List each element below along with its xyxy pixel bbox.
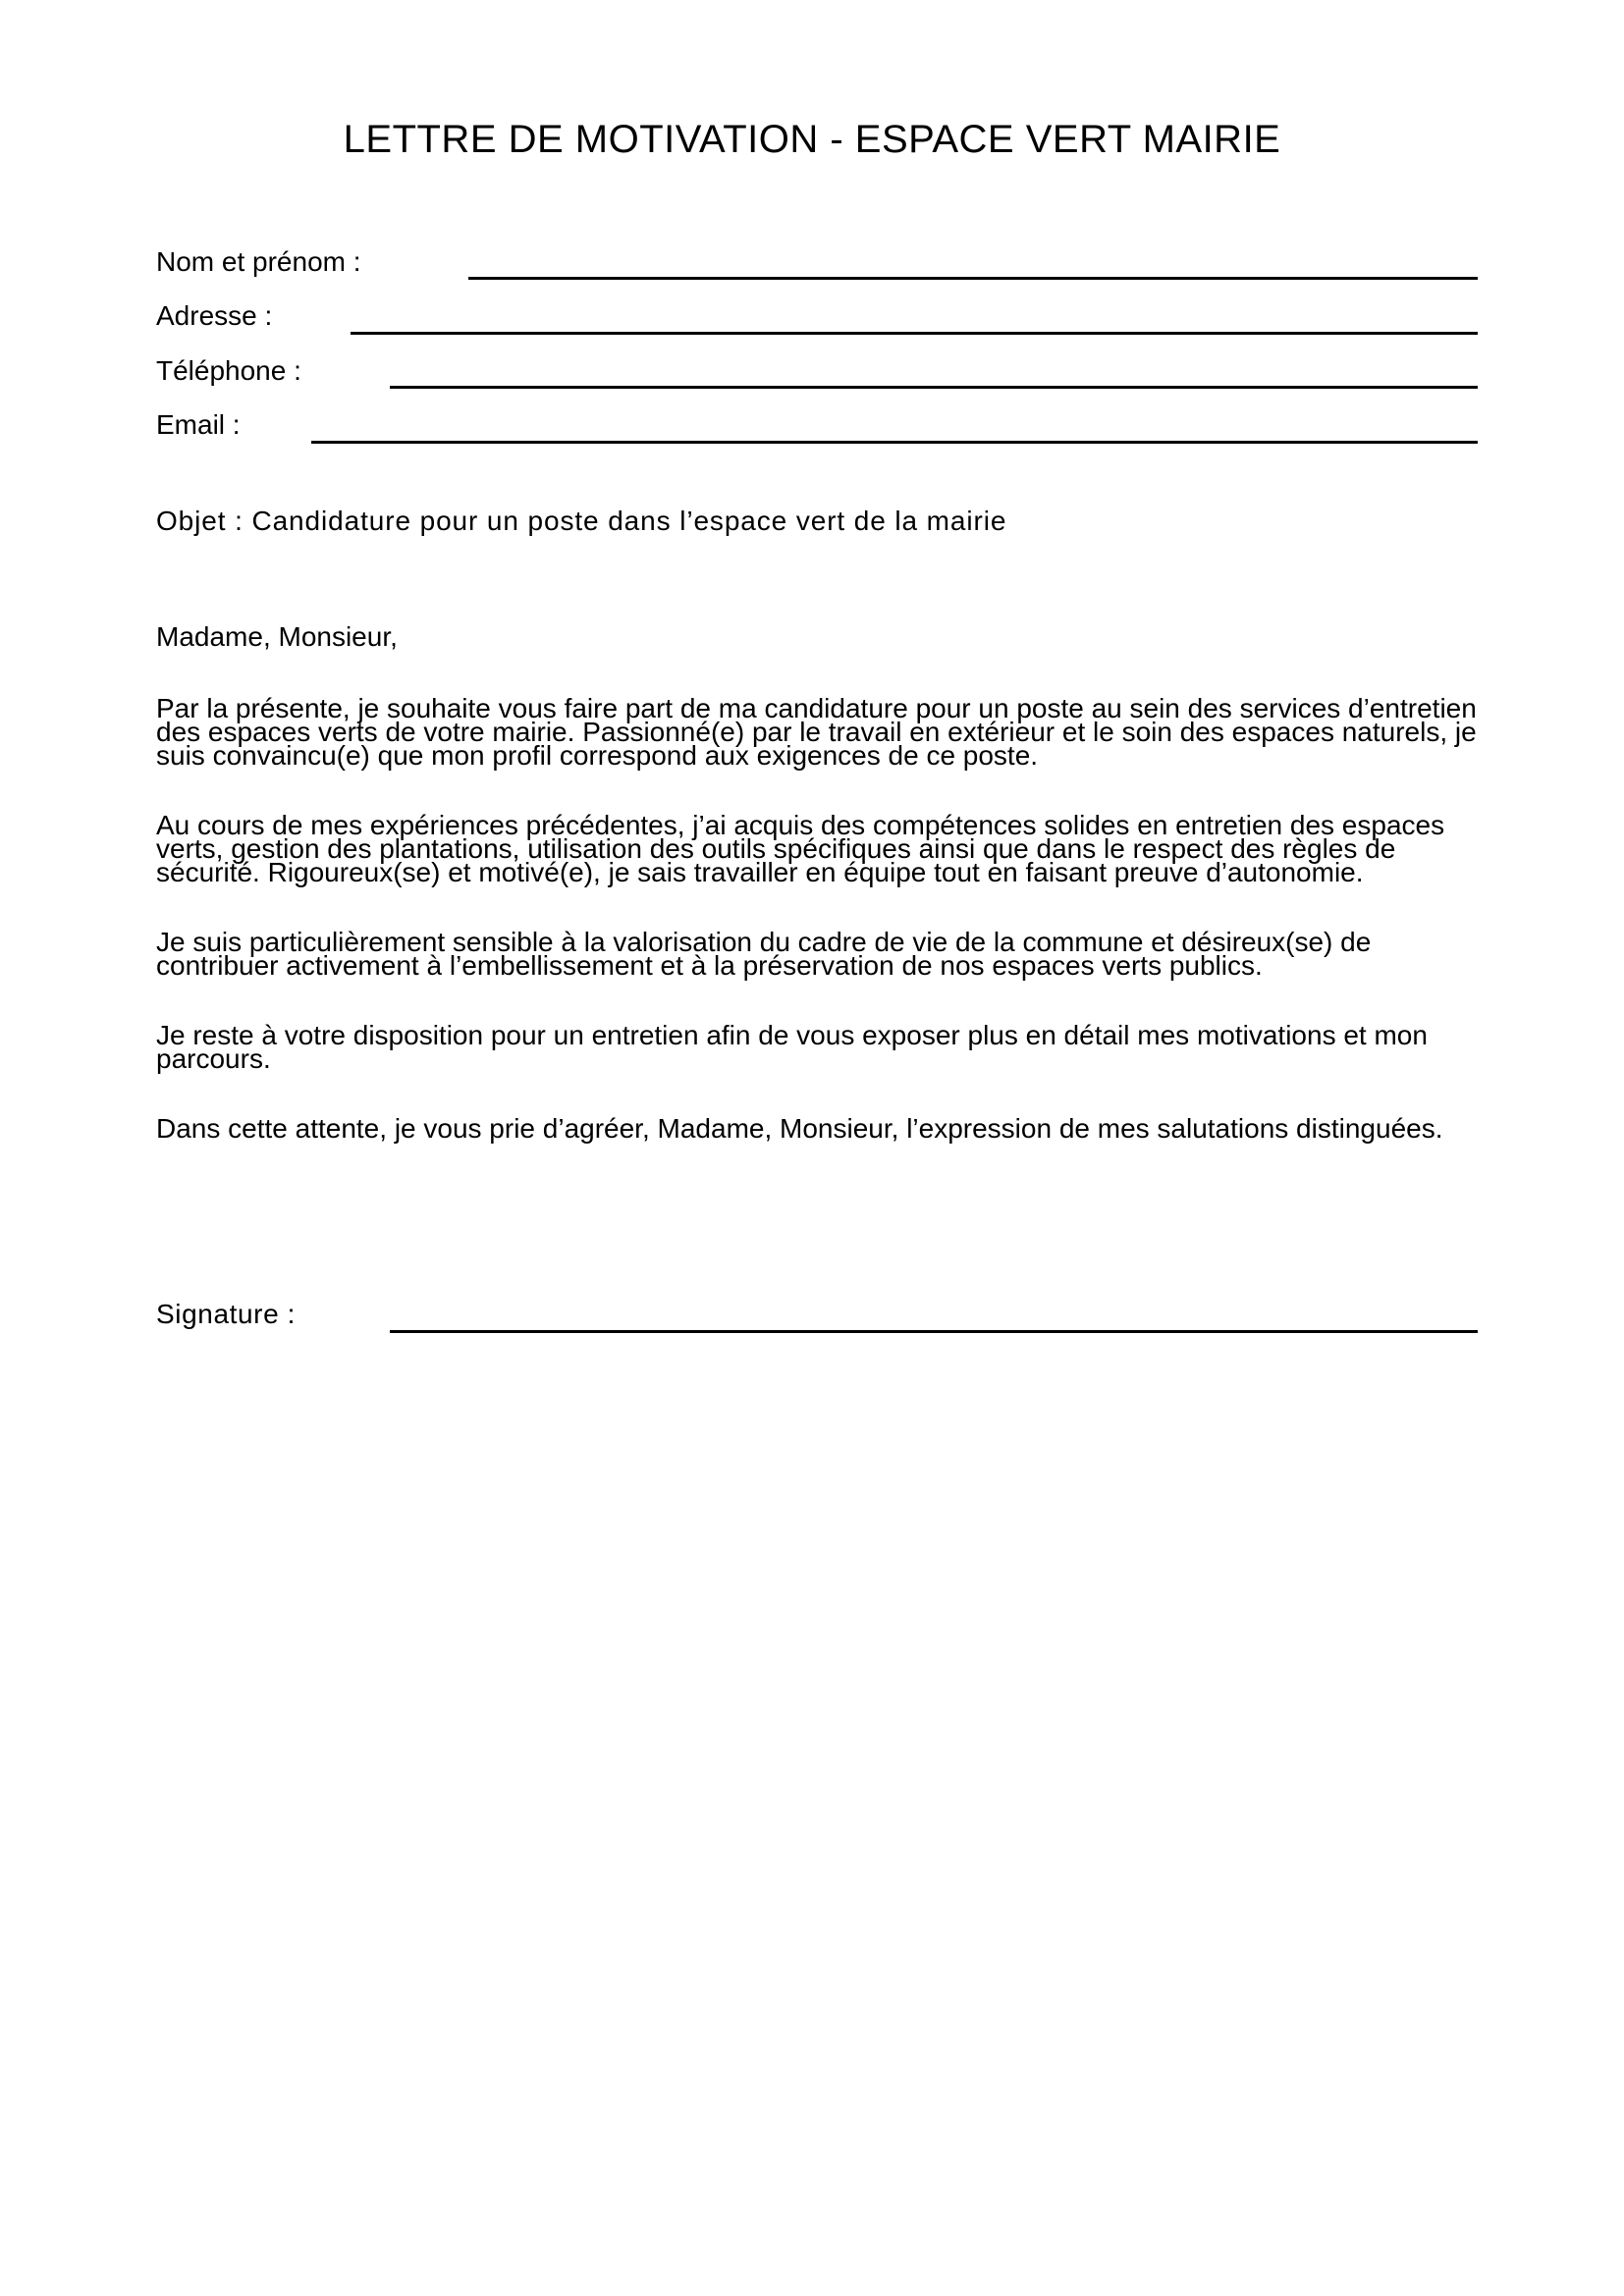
email-label: Email : (156, 409, 241, 440)
subject-line: Objet : Candidature pour un poste dans l’espace vert de la mairie (156, 506, 1007, 536)
body-paragraph-2: Au cours de mes expériences précédentes, j’ai acquis des compétences solides en entretien des espaces verts, gestion des plantations, utilisation des outils spécifiques ainsi que dans le respect des règles de sécurité. Rigoureux(se) et motivé(e), je sais travailler en équipe tout en faisant preuve d’autonomie. (156, 810, 1445, 887)
signature-label: Signature : (156, 1299, 297, 1329)
email-field-line[interactable] (311, 441, 1478, 444)
name-label: Nom et prénom : (156, 246, 361, 277)
name-field-line[interactable] (468, 277, 1478, 280)
phone-label: Téléphone : (156, 355, 301, 386)
body-paragraph-3: Je suis particulièrement sensible à la valorisation du cadre de vie de la commune et désireux(se) de contribuer activement à l’embellissement et à la préservation de nos espaces verts publics. (156, 927, 1372, 981)
salutation: Madame, Monsieur, (156, 621, 398, 652)
body-paragraph-4: Je reste à votre disposition pour un entretien afin de vous exposer plus en détail mes motivations et mon parcours. (156, 1020, 1428, 1074)
body-paragraph-5: Dans cette attente, je vous prie d’agréer, Madame, Monsieur, l’expression de mes salutations distinguées. (156, 1113, 1443, 1144)
address-field-line[interactable] (351, 332, 1478, 335)
phone-field-line[interactable] (390, 386, 1478, 389)
signature-field-line[interactable] (390, 1330, 1478, 1333)
document-title: LETTRE DE MOTIVATION - ESPACE VERT MAIRIE (343, 118, 1281, 161)
address-label: Adresse : (156, 300, 273, 331)
body-paragraph-1: Par la présente, je souhaite vous faire part de ma candidature pour un poste au sein des services d’entretien des espaces verts de votre mairie. Passionné(e) par le travail en extérieur et le soin des espaces naturels, je suis convaincu(e) que mon profil correspond aux exigences de ce poste. (156, 693, 1477, 771)
